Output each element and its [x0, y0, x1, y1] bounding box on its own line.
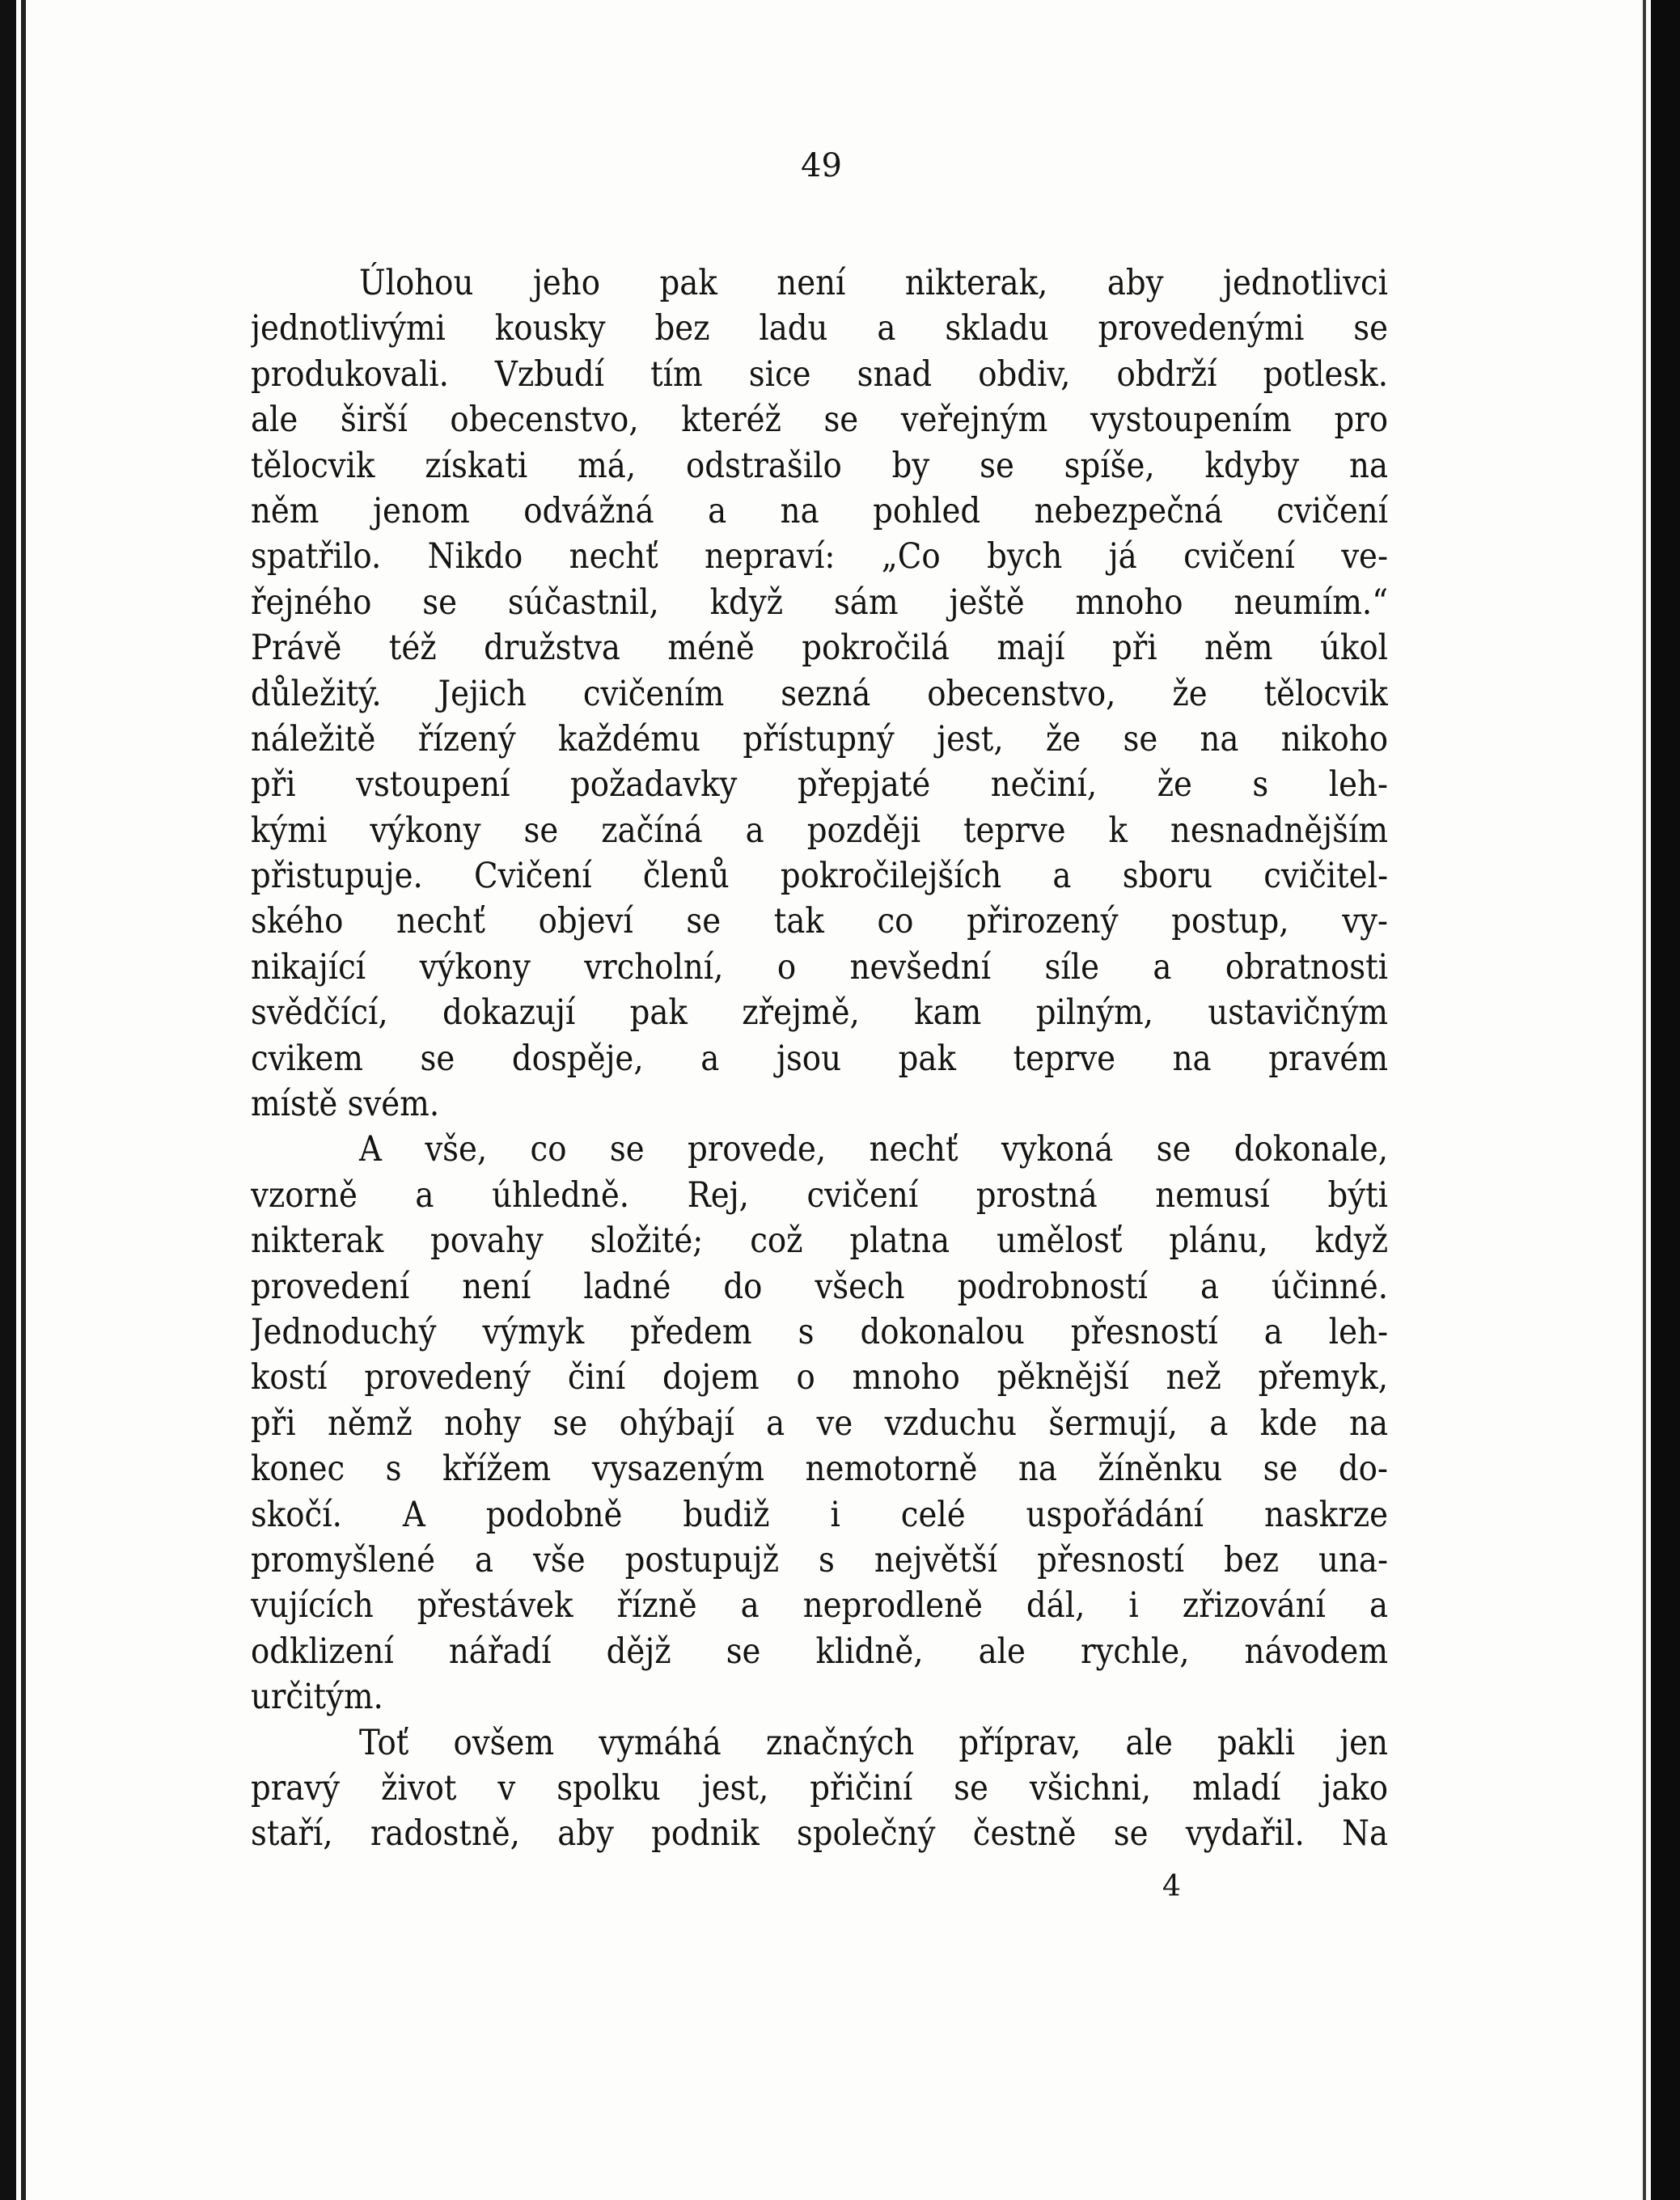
- text-line: řejného se súčastnil, když sám ještě mnoho neumím.“: [251, 582, 1388, 623]
- text-line: ale širší obecenstvo, kteréž se veřejným vystoupením pro: [251, 400, 1388, 441]
- text-line: vujících přestávek řízně a neprodleně dál, i zřizování a: [251, 1585, 1388, 1627]
- text-line: nikající výkony vrcholní, o nevšední síle a obratnosti: [251, 946, 1388, 988]
- scan-border-right-inner: [1643, 0, 1646, 2200]
- text-line: cvikem se dospěje, a jsou pak teprve na pravém: [251, 1038, 1388, 1079]
- text-line: Právě též družstva méně pokročilá mají při něm úkol: [251, 628, 1388, 669]
- text-line: důležitý. Jejich cvičením sezná obecenstvo, že tělocvik: [251, 673, 1388, 714]
- text-line: tělocvik získati má, odstrašilo by se spíše, kdyby na: [251, 445, 1388, 486]
- text-line: přistupuje. Cvičení členů pokročilejších a sboru cvičitel-: [251, 856, 1388, 897]
- text-line: staří, radostně, aby podnik společný čestně se vydařil. Na: [251, 1813, 1388, 1855]
- text-line: A vše, co se provede, nechť vykoná se dokonale,: [359, 1129, 1388, 1170]
- text-line: konec s křížem vysazeným nemotorně na žíněnku se do-: [251, 1449, 1388, 1490]
- text-line: Toť ovšem vymáhá značných příprav, ale pakli jen: [359, 1722, 1388, 1763]
- scan-border-right: [1651, 0, 1680, 2200]
- text-line: ského nechť objeví se tak co přirozený postup, vy-: [251, 901, 1388, 942]
- text-line: Úlohou jeho pak není nikterak, aby jednotlivci: [359, 263, 1388, 303]
- text-line: kostí provedený činí dojem o mnoho pěknější než přemyk,: [251, 1357, 1388, 1398]
- text-line: náležitě řízený každému přístupný jest, že se na nikoho: [251, 718, 1388, 759]
- scan-border-left-inner: [21, 0, 26, 2200]
- text-line: pravý život v spolku jest, přičiní se všichni, mladí jako: [251, 1767, 1388, 1809]
- text-line: odklizení nářadí dějž se klidně, ale rychle, návodem: [251, 1631, 1388, 1672]
- page-number: 49: [801, 147, 842, 184]
- text-line: nikterak povahy složité; což platna umělosť plánu, když: [251, 1221, 1388, 1262]
- text-line: promyšlené a vše postupujž s největší přesností bez una-: [251, 1539, 1388, 1580]
- text-line: svědčící, dokazují pak zřejmě, kam pilným, ustavičným: [251, 992, 1388, 1034]
- signature-mark: 4: [1162, 1870, 1181, 1903]
- text-line: Jednoduchý výmyk předem s dokonalou přesností a leh-: [251, 1311, 1388, 1352]
- text-line: místě svém.: [251, 1084, 440, 1125]
- text-line: vzorně a úhledně. Rej, cvičení prostná nemusí býti: [251, 1174, 1388, 1216]
- scan-border-left: [0, 0, 16, 2200]
- text-line: určitým.: [251, 1677, 383, 1718]
- text-line: při vstoupení požadavky přepjaté nečiní, že s leh-: [251, 764, 1388, 806]
- text-line: kými výkony se začíná a později teprve k nesnadnějším: [251, 810, 1388, 851]
- body-text: [251, 260, 1388, 1857]
- text-line: skočí. A podobně budiž i celé uspořádání naskrze: [251, 1494, 1388, 1535]
- text-line: provedení není ladné do všech podrobností a účinné.: [251, 1266, 1388, 1307]
- text-line: něm jenom odvážná a na pohled nebezpečná cvičení: [251, 490, 1388, 531]
- text-line: spatřilo. Nikdo nechť nepraví: „Co bych já cvičení ve-: [251, 536, 1388, 578]
- text-line: při němž nohy se ohýbají a ve vzduchu šermují, a kde na: [251, 1402, 1388, 1444]
- text-line: produkovali. Vzbudí tím sice snad obdiv, obdrží potlesk.: [251, 353, 1388, 395]
- text-line: jednotlivými kousky bez ladu a skladu provedenými se: [251, 308, 1388, 349]
